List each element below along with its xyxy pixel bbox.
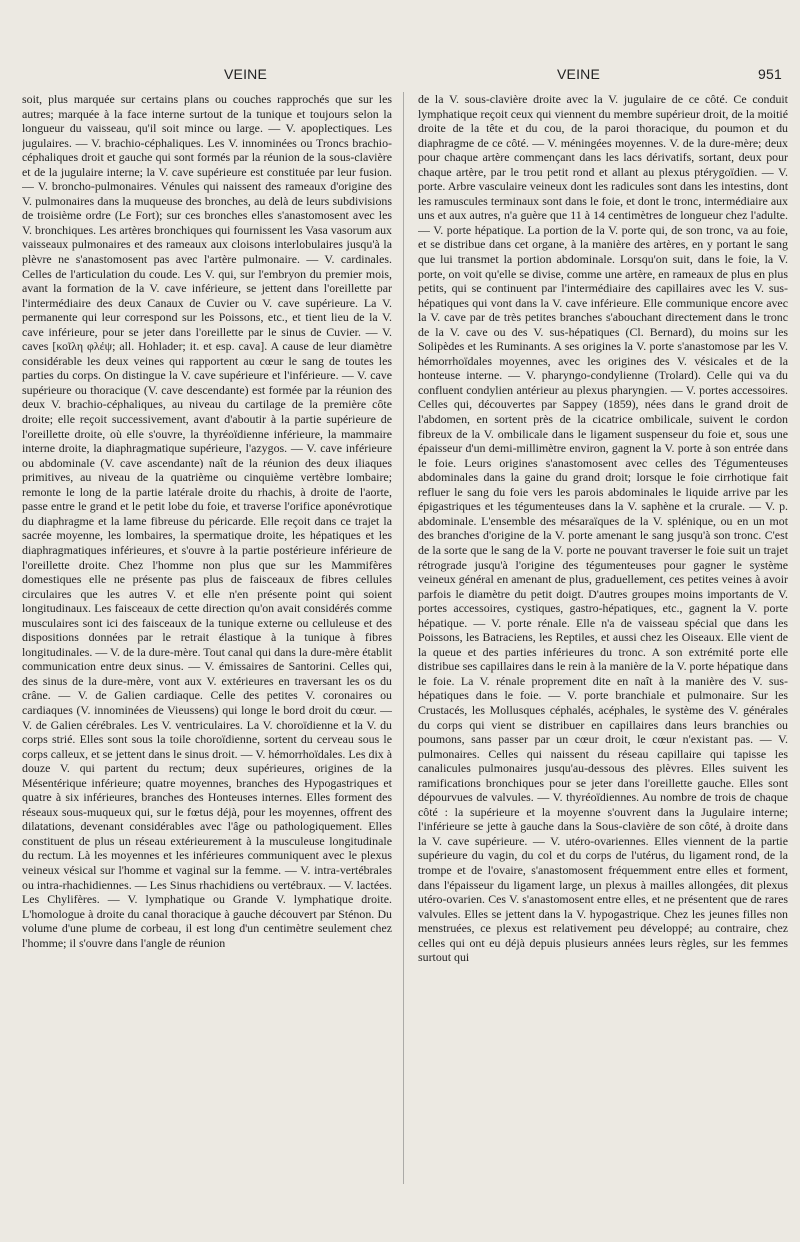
column-divider	[403, 92, 404, 1184]
right-running-head: VEINE	[557, 66, 601, 82]
left-text-column	[22, 92, 392, 1192]
page-header	[22, 66, 782, 86]
right-text-column	[418, 92, 788, 1192]
left-column-text: soit, plus marquée sur certains plans ou couches rapprochés que sur les autres; marquée à la face interne surtout de la tunique et toujours selon la longueur du vaisseau, qu'il soit mince ou large. — V. apoplectiques. Les jugulaires. — V. brachio-céphaliques. Les V. innominées ou Troncs brachio-céphaliques droit et gauche qui sont formés par la réunion de la sous-clavière et de la jugulaire interne; la V. cave supérieure est constituée par leur fusion. — V. broncho-pulmonaires. Vénules qui naissent des rameaux d'origine des V. pulmonaires dans la muqueuse des bronches, au delà de leurs subdivisions de troisième ordre (Le Fort); sur ces bronches elles s'anastomosent avec les V. bronchiques. Les artères bronchiques qui fournissent les Vasa vasorum aux vaisseaux pulmonaires et des rameaux aux cloisons interlobulaires jusqu'à la plèvre ne s'anastomosent pas avec l'artère pulmonaire. — V. cardinales. Celles de l'articulation du coude. Les V. qui, sur l'embryon du premier mois, avant la formation de la V. cave inférieure, se jettent dans l'oreillette par l'intermédiaire des deux Canaux de Cuvier ou V. cave supérieure. La V. permanente qui leur correspond sur les Poissons, etc., et tient lieu de la V. cave inférieure, pour se jeter dans l'oreillette par le sinus de Cuvier. — V. caves [κοῖλη φλέψ; all. Hohlader; it. et esp. cava]. A cause de leur diamètre considérable les deux veines qui rapportent au cœur le sang de toutes les parties du corps. On distingue la V. cave supérieure et l'inférieure. — V. cave supérieure ou thoracique (V. cave descendante) est formée par la réunion des deux V. brachio-céphaliques, au niveau du cartilage de la première côte droite; elle reçoit successivement, avant d'aboutir à la partie supérieure de l'oreillette droite, où elle s'ouvre, la thyréoïdienne inférieure, la mammaire interne droite, la diaphragmatique supérieure, l'azygos. — V. cave inférieure ou abdominale (V. cave ascendante) naît de la réunion des deux iliaques primitives, au niveau de la quatrième ou cinquième vertèbre lombaire; remonte le long de la partie latérale droite du rhachis, à droite de l'aorte, passe entre le grand et le petit lobe du foie, et traverse l'orifice aponévrotique du diaphragme et la lame fibreuse du péricarde. Elle reçoit dans ce trajet la sacrée moyenne, les lombaires, la spermatique droite, les hépatiques et les diaphragmatiques inférieures, et s'ouvre à la partie postérieure inférieure de l'oreillette droite. Chez l'homme non plus que sur les Mammifères domestiques elle ne présente pas plus de faisceaux de fibres cellules circulaires que les autres V. et elle n'en présente point qui soient longitudinaux. Les faisceaux de cette direction qu'on avait considérés comme musculaires sont ici des faisceaux de la tunique externe ou celluleuse et des dispositions données par le retrait élastique à la tunique à fibres longitudinales. — V. de la dure-mère. Tout canal qui dans la dure-mère établit communication entre deux sinus. — V. émissaires de Santorini. Celles qui, des sinus de la dure-mère, vont aux V. extérieures en traversant les os du crâne. — V. de Galien cardiaque. Celle des petites V. coronaires ou cardiaques (V. innominées de Vieussens) qui longe le bord droit du cœur. — V. de Galien cérébrales. Les V. ventriculaires. La V. choroïdienne et la V. du corps strié. Elles sont sous la toile choroïdienne, sortent du cerveau sous le corps calleux, et se jettent dans le sinus droit. — V. hémorrhoïdales. Les dix à douze V. qui partent du rectum; deux supérieures, origines de la Mésentérique inférieure; quatre moyennes, branches des Hypogastriques et quatre à six inférieures, branches des Honteuses internes. Elles forment des réseaux sous-muqueux qui, sur le fœtus déjà, pour les moyennes, offrent des dilatations, devenant considérables avec l'âge ou pathologiquement. Elles constituent de plus un réseau extérieurement à la musculeuse longitudinale du rectum. Là les moyennes et les inférieures communiquent avec le plexus veineux vésical sur l'homme et vaginal sur la femme. — V. intra-vertébrales ou intra-rhachidiennes. — Les Sinus rhachidiens ou vertébraux. — V. lactées. Les Chylifères. — V. lymphatique ou Grande V. lymphatique droite. L'homologue à droite du canal thoracique à gauche découvert par Sténon. Du volume d'une plume de corbeau, il est long d'un centimètre seulement chez l'homme; il s'ouvre dans l'angle de réunion	[22, 92, 392, 950]
right-column-text: de la V. sous-clavière droite avec la V. jugulaire de ce côté. Ce conduit lymphatique reçoit ceux qui viennent du membre supérieur droit, de la moitié droite de la tête et du cou, de la paroi thoracique, du poumon et du diaphragme de ce côté. — V. méningées moyennes. V. de la dure-mère; deux pour chaque artère commençant dans les lacs dérivatifs, sortant, deux pour chaque artère, par le trou petit rond et allant au plexus ptérygoïdien. — V. porte. Arbre vasculaire veineux dont les radicules sont dans les intestins, dont les ramuscules terminaux sont dans le foie, et dont le tronc, intermédiaire aux uns et aux autres, n'a guère que 11 à 14 centimètres de longueur chez l'adulte. — V. porte hépatique. La portion de la V. porte qui, de son tronc, va au foie, et se distribue dans cet organe, à la manière des artères, en y portant le sang que lui transmet la portion abdominale. Lorsqu'on suit, dans le foie, la V. porte, on voit qu'elle se divise, comme une artère, en rameaux de plus en plus petits, qui se continuent par l'intermédiaire des capillaires avec les V. sus-hépatiques qui vont dans la V. cave inférieure. Elle communique encore avec la V. cave par de très petites branches s'abouchant directement dans le tronc de la V. cave ou des V. sus-hépatiques (Cl. Bernard), du moins sur les Solipèdes et les Ruminants. A ses origines la V. porte s'anastomose par les V. hémorrhoïdales moyennes, avec les origines des V. vésicales et de la honteuse interne. — V. pharyngo-condylienne (Trolard). Celle qui va du confluent condylien antérieur au plexus pharyngien. — V. portes accessoires. Celles qui, découvertes par Sappey (1859), nées dans le grand droit de l'abdomen, en sortent près de la cicatrice ombilicale, suivent le cordon fibreux de la V. ombilicale dans le ligament suspenseur du foie et, sous une épaisseur d'un demi-millimètre environ, gagnent la V. porte à son entrée dans le foie. Leurs origines s'anastomosent avec celles des Tégumenteuses abdominales dans la gaine du grand droit; lorsque le foie cirrhotique fait refluer le sang du foie vers les parois abdominales le liquide arrive par les épigastriques et les tégumenteuses dans la V. saphène et la crurale. — V. p. abdominale. L'ensemble des mésaraïques de la V. splénique, ou en un mot des branches d'origine de la V. porte amenant le sang jusqu'à son tronc. C'est de la sorte que le sang de la V. porte ne pouvant traverser le foie suit un trajet rétrograde jusqu'à l'origine des tégumenteuses pour gagner le système veineux général en amenant de plus, graduellement, ces petites veines à avoir parfois le diamètre du petit doigt. D'autres groupes moins importants de V. portes accessoires, cystiques, gastro-hépatiques, etc., gagnent la V. porte hépatique. — V. porte rénale. Elle n'a de vaisseau spécial que dans les Poissons, les Batraciens, les Reptiles, et aussi chez les Oiseaux. Elle vient de la queue et des parties inférieures du tronc. A son extrémité porte elle distribue ses capillaires dans le rein à la manière de la V. porte hépatique dans le foie. La V. rénale proprement dite en naît à la manière des V. sus-hépatiques dans le foie. — V. porte branchiale et pulmonaire. Sur les Crustacés, les Mollusques céphalés, acéphales, le système des V. générales du corps qui vient se distribuer en capillaires dans leurs branchies ou poumons, sans passer par un cœur droit, le cœur n'existant pas. — V. pulmonaires. Celles qui naissent du réseau capillaire qui tapisse les canalicules pulmonaires jusqu'au-dessous des plèvres. Elles suivent les ramifications bronchiques pour se jeter dans l'oreillette gauche. Elles sont dépourvues de valvules. — V. thyréoïdiennes. Au nombre de trois de chaque côté : la supérieure et la moyenne s'ouvrent dans la Jugulaire interne; l'inférieure se jette à gauche dans la Sous-clavière de son côté, à droite dans la V. cave supérieure. — V. utéro-ovariennes. Elles viennent de la partie supérieure du vagin, du col et du corps de l'utérus, du ligament rond, de la trompe et de l'ovaire, s'anastomosent fréquemment entre elles et forment, dans l'épaisseur du ligament large, un plexus à mailles allongées, dit plexus utéro-ovarien. Ces V. s'anastomosent entre elles, et ne présentent que de rares valvules. Elles se jettent dans la V. hypogastrique. Chez les jeunes filles non menstruées, ce plexus est relativement peu développé; au contraire, chez celles qui ont eu déjà depuis plusieurs années leurs règles, sur les femmes surtout qui	[418, 92, 788, 965]
page-number: 951	[758, 66, 782, 82]
left-running-head: VEINE	[224, 66, 268, 82]
